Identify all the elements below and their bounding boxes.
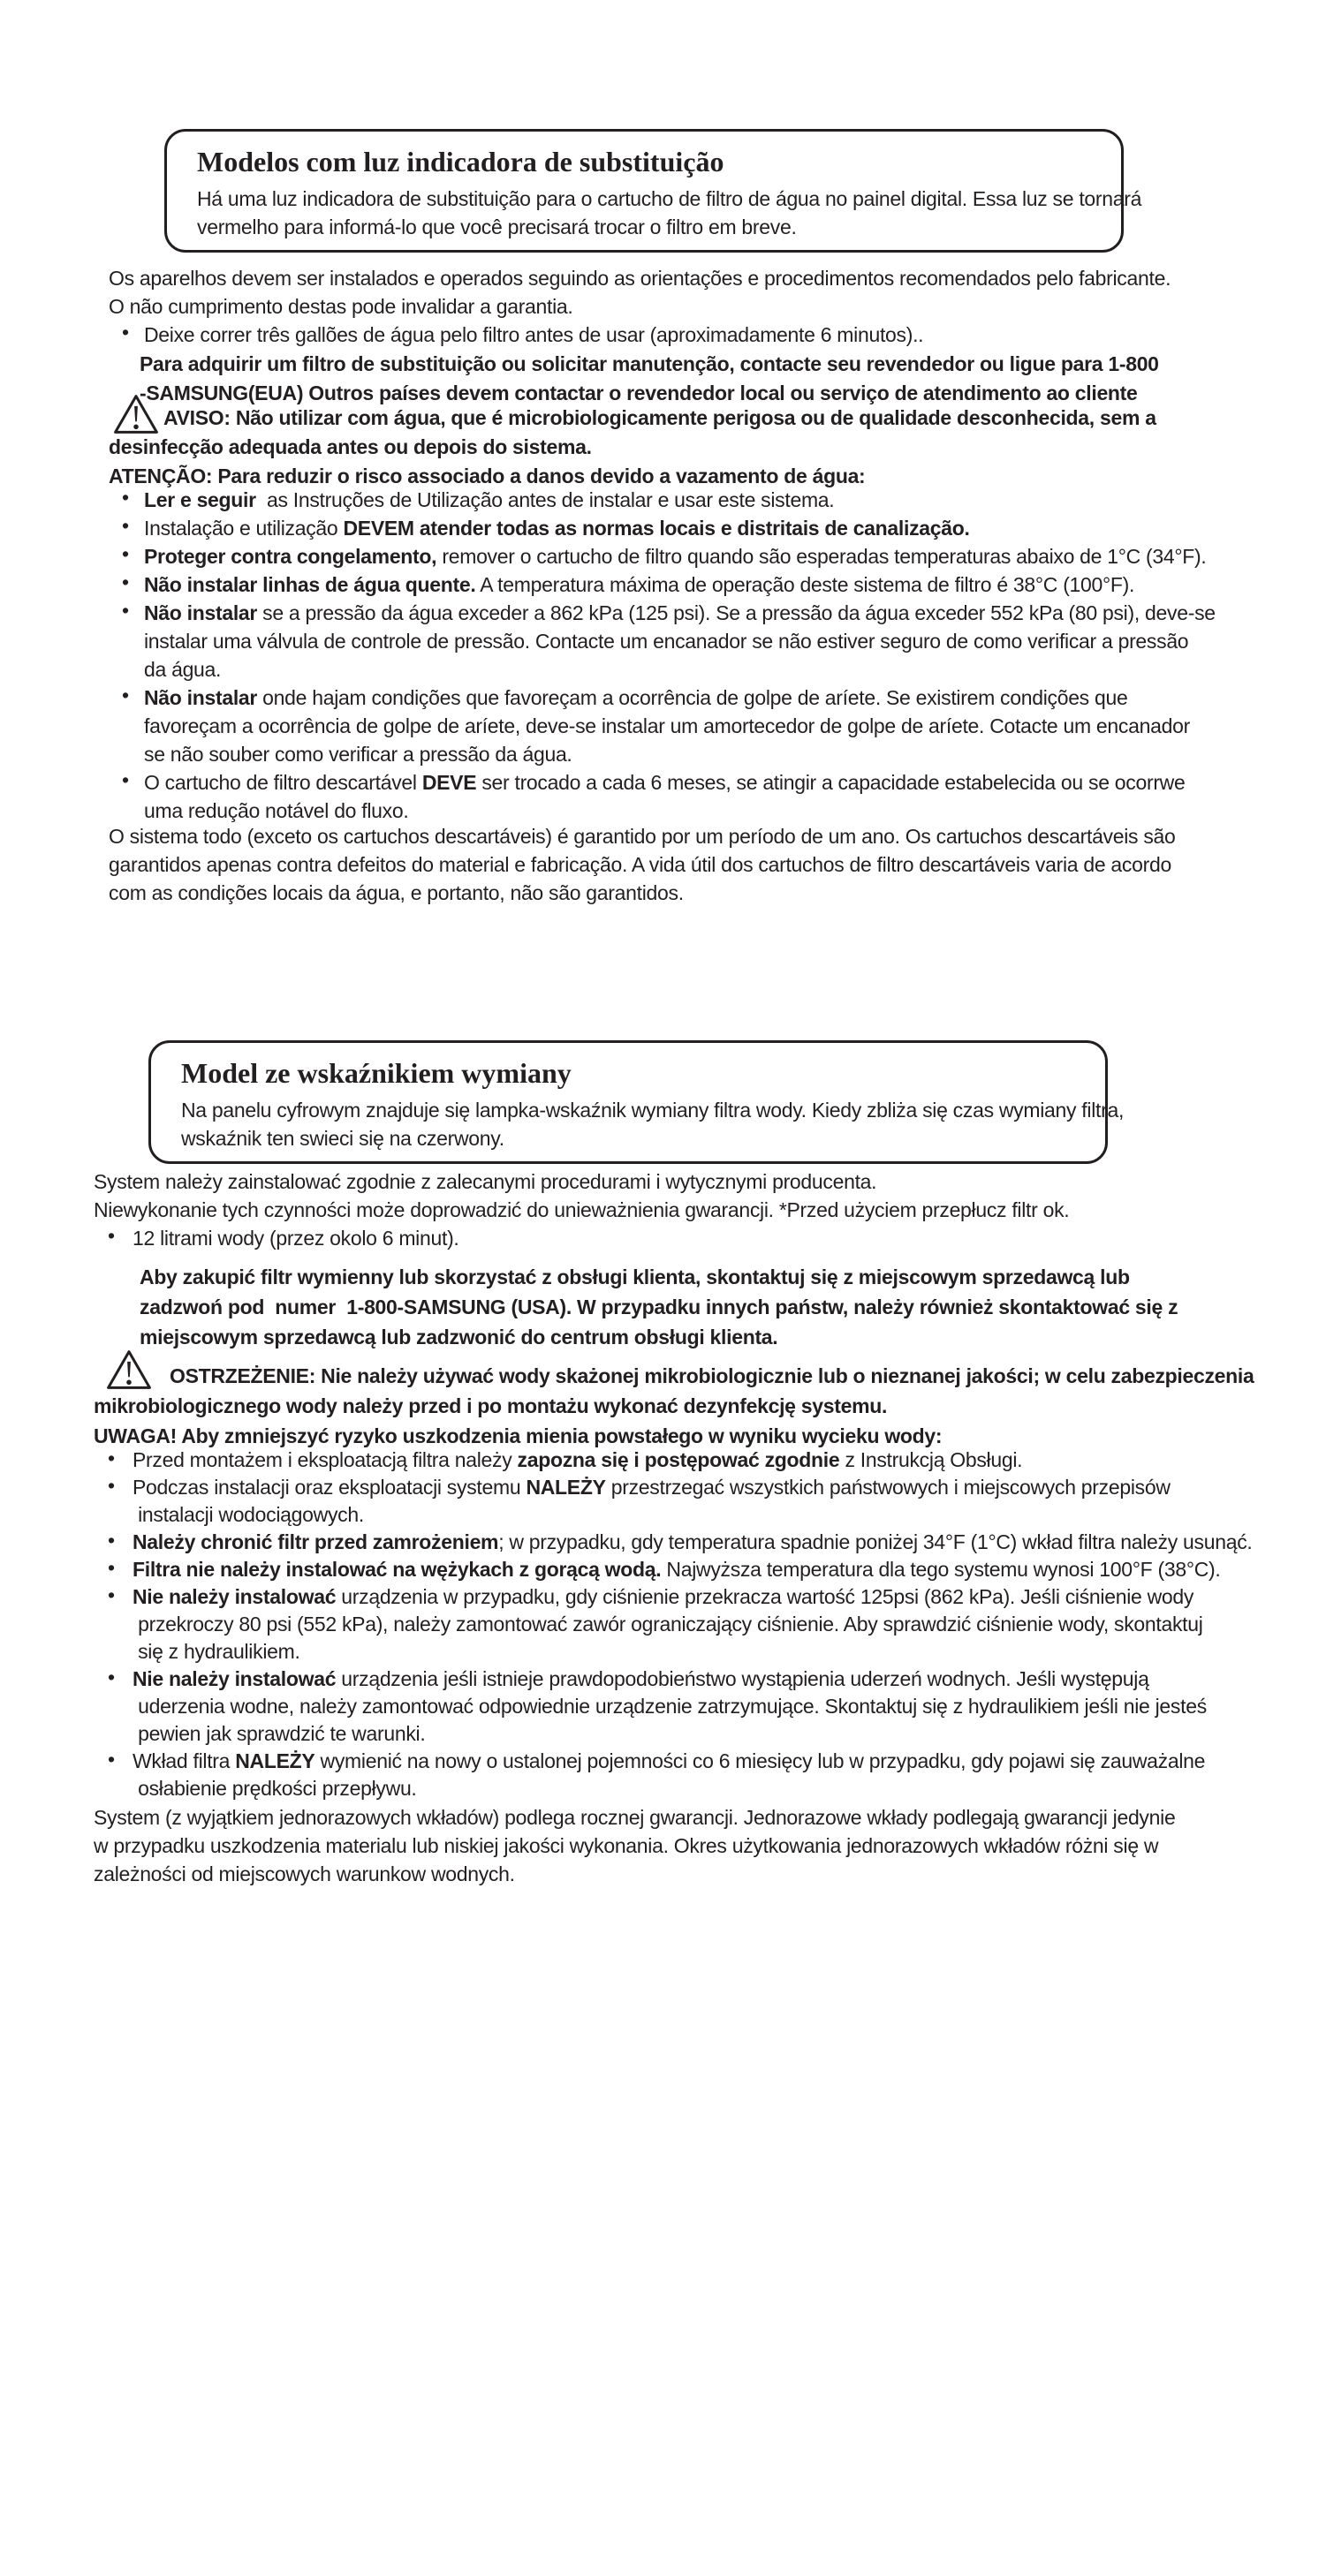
list-item: • Não instalar onde hajam condições que favoreçam a ocorrência de golpe de aríete. Se existirem condições que favoreçam a ocorrência de golpe de aríete, deve-se instalar um amortecedor de golpe de aríete. Cotacte um encanador se não souber como verificar a pressão da água. xyxy=(122,684,1216,768)
list-item: • Podczas instalacji oraz eksploatacji systemu NALEŻY przestrzegać wszystkich państwowych i miejscowych przepisów instalacji wodociągowych. xyxy=(108,1474,1253,1529)
list-item: • Ler e seguir as Instruções de Utilização antes de instalar e usar este sistema. xyxy=(122,486,1216,514)
pt-bullet-list xyxy=(122,486,1216,825)
bullet-icon: • xyxy=(122,768,129,791)
list-item: • Należy chronić filtr przed zamrożeniem; w przypadku, gdy temperatura spadnie poniżej 34°F (1°C) wkład filtra należy usunąć. xyxy=(108,1529,1253,1556)
list-item: • Não instalar se a pressão da água exceder a 862 kPa (125 psi). Se a pressão da água exceder 552 kPa (80 psi), deve-se instalar uma válvula de controle de pressão. Contacte um encanador se não estiver seguro de como verificar a pressão da água. xyxy=(122,599,1216,684)
bullet-icon: • xyxy=(108,1583,115,1606)
list-item: • Nie należy instalować urządzenia jeśli istnieje prawdopodobieństwo wystąpienia uderzeń wodnych. Jeśli występują uderzenia wodne, należy zamontować odpowiednie urządzenie zatrzymujące. Skontaktuj się z hydraulikiem jeśli nie jesteś pewien jak sprawdzić te warunki. xyxy=(108,1666,1253,1748)
bullet-icon: • xyxy=(122,321,129,344)
bullet-icon: • xyxy=(108,1556,115,1579)
pl-intro-bullet xyxy=(108,1224,459,1252)
bullet-icon: • xyxy=(108,1666,115,1688)
pt-warning-text: AVISO: Não utilizar com água, que é microbiologicamente perigosa ou de qualidade desconhecida, sem a desinfecção adequada antes ou depois do sistema. ATENÇÃO: Para reduzir o risco associado a danos devido a vazamento de água: xyxy=(109,406,1156,487)
bullet-icon: • xyxy=(122,570,129,593)
bullet-icon: • xyxy=(108,1748,115,1771)
list-item: • Nie należy instalować urządzenia w przypadku, gdy ciśnienie przekracza wartość 125psi (862 kPa). Jeśli ciśnienie wody przekroczy 80 psi (552 kPa), należy zamontować zawór ograniczający ciśnienie. Aby sprawdzić ciśnienie wody, skontaktuj się z hydraulikiem. xyxy=(108,1583,1253,1666)
pt-box-text: Há uma luz indicadora de substituição para o cartucho de filtro de água no painel digital. Essa luz se tornará vermelho para informá-lo que você precisará trocar o filtro em breve. xyxy=(197,187,1142,238)
pt-intro-paragraph: Os aparelhos devem ser instalados e operados seguindo as orientações e procedimentos recomendados pelo fabricante. O não cumprimento destas pode invalidar a garantia. xyxy=(109,267,1171,318)
pt-purchase-note: Para adquirir um filtro de substituição ou solicitar manutenção, contacte seu revendedor ou ligue para 1-800 -SAMSUNG(EUA) Outros países devem contactar o revendedor local ou serviço de atendimento ao cliente xyxy=(140,352,1159,404)
pt-box-title: Modelos com luz indicadora de substituição xyxy=(197,146,724,178)
bullet-icon: • xyxy=(122,684,129,706)
list-item: • Wkład filtra NALEŻY wymienić na nowy o ustalonej pojemności co 6 miesięcy lub w przypadku, gdy pojawi się zauważalne osłabienie prędkości przepływu. xyxy=(108,1748,1253,1802)
bullet-icon: • xyxy=(108,1224,115,1247)
bullet-icon: • xyxy=(122,514,129,537)
bullet-icon: • xyxy=(108,1529,115,1552)
pl-purchase-note: Aby zakupić filtr wymienny lub skorzystać z obsługi klienta, skontaktuj się z miejscowym sprzedawcą lub zadzwoń pod numer 1-800-SAMSUNG (USA). W przypadku innych państw, należy również skontaktować się z miejscowym sprzedawcą lub zadzwonić do centrum obsługi klienta. xyxy=(140,1265,1178,1348)
bullet-icon: • xyxy=(108,1447,115,1469)
pl-warranty-paragraph: System (z wyjątkiem jednorazowych wkładów) podlega rocznej gwarancji. Jednorazowe wkłady podlegają gwarancji jedynie w przypadku uszkodzenia materialu lub niskiej jakości wykonania. Okres użytkowania jednorazowych wkładów różni się w zależności od miejscowych warunkow wodnych. xyxy=(94,1806,1176,1885)
pl-box-title: Model ze wskaźnikiem wymiany xyxy=(181,1057,572,1089)
pl-box-text: Na panelu cyfrowym znajduje się lampka-wskaźnik wymiany filtra wody. Kiedy zbliża się czas wymiany filtra, wskaźnik ten swieci się na czerwony. xyxy=(181,1099,1125,1150)
pl-bullet-list xyxy=(108,1447,1253,1802)
pl-warning-text: OSTRZEŻENIE: Nie należy używać wody skażonej mikrobiologicznie lub o nieznanej jakości; w celu zabezpieczenia mikrobiologicznego wody należy przed i po montażu wykonać dezynfekcję systemu. UWAGA! Aby zmniejszyć ryzyko uszkodzenia mienia powstałego w wyniku wycieku wody: xyxy=(94,1364,1254,1447)
bullet-icon: • xyxy=(122,486,129,509)
list-item: • O cartucho de filtro descartável DEVE ser trocado a cada 6 meses, se atingir a capacidade estabelecida ou se ocorrwe uma redução notável do fluxo. xyxy=(122,768,1216,825)
bullet-icon: • xyxy=(108,1474,115,1497)
list-item: • Instalação e utilização DEVEM atender todas as normas locais e distritais de canalização. xyxy=(122,514,1216,542)
pl-intro-paragraph: System należy zainstalować zgodnie z zalecanymi procedurami i wytycznymi producenta. Niewykonanie tych czynności może doprowadzić do unieważnienia gwarancji. *Przed użyciem przepłucz filtr ok. xyxy=(94,1170,1070,1221)
list-item: • Filtra nie należy instalować na wężykach z gorącą wodą. Najwyższa temperatura dla tego systemu wynosi 100°F (38°C). xyxy=(108,1556,1253,1583)
list-item: • Não instalar linhas de água quente. A temperatura máxima de operação deste sistema de filtro é 38°C (100°F). xyxy=(122,570,1216,599)
pt-warranty-paragraph: O sistema todo (exceto os cartuchos descartáveis) é garantido por um período de um ano. Os cartuchos descartáveis são garantidos apenas contra defeitos do material e fabricação. A vida útil dos cartuchos de filtro descartáveis varia de acordo com as condições locais da água, e portanto, não são garantidos. xyxy=(109,825,1176,904)
pt-indicator-box xyxy=(164,129,1142,253)
pl-intro-bullet-text: 12 litrami wody (przez okolo 6 minut). xyxy=(133,1227,459,1250)
pt-intro-bullet xyxy=(122,321,923,349)
bullet-icon: • xyxy=(122,599,129,622)
list-item: • Przed montażem i eksploatacją filtra należy zapozna się i postępować zgodnie z Instrukcją Obsługi. xyxy=(108,1447,1253,1474)
bullet-icon: • xyxy=(122,542,129,565)
list-item: • Proteger contra congelamento, remover o cartucho de filtro quando são esperadas temperaturas abaixo de 1°C (34°F). xyxy=(122,542,1216,570)
pt-intro-bullet-text: Deixe correr três gallões de água pelo filtro antes de usar (aproximadamente 6 minutos).. xyxy=(144,323,924,346)
pl-indicator-box xyxy=(148,1040,1125,1164)
